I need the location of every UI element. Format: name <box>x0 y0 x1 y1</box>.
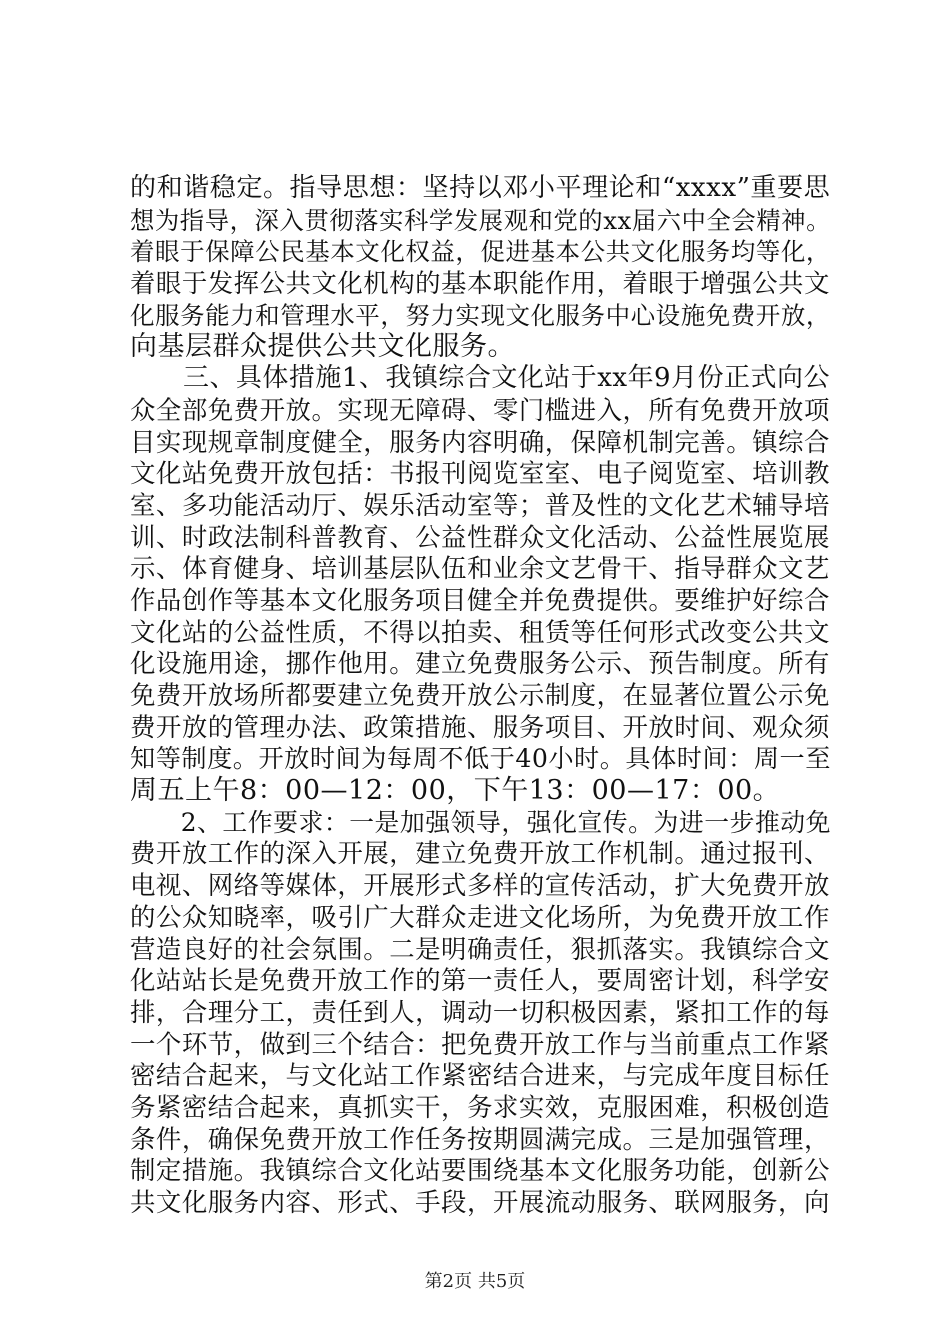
text-line: 营造良好的社会氛围。二是明确责任，狠抓落实。我镇综合文 <box>130 933 830 964</box>
text-line: 训、时政法制科普教育、公益性群众文化活动、公益性展览展 <box>130 521 830 552</box>
text-line: 三、具体措施1、我镇综合文化站于xx年9月份正式向公 <box>130 363 830 394</box>
text-line: 作品创作等基本文化服务项目健全并免费提供。要维护好综合 <box>130 584 830 615</box>
text-line: 条件，确保免费开放工作任务按期圆满完成。三是加强管理， <box>130 1123 830 1154</box>
text-line: 务紧密结合起来，真抓实干，务求实效，克服困难，积极创造 <box>130 1091 830 1122</box>
text-line: 室、多功能活动厅、娱乐活动室等；普及性的文化艺术辅导培 <box>130 489 830 520</box>
body-text <box>130 173 830 1219</box>
text-line: 周五上午8：00—12：00，下午13：00—17：00。 <box>130 775 781 807</box>
text-line: 文化站免费开放包括：书报刊阅览室室、电子阅览室、培训教 <box>130 458 830 489</box>
text-line: 文化站的公益性质，不得以拍卖、租赁等任何形式改变公共文 <box>130 616 830 647</box>
text-line: 目实现规章制度健全，服务内容明确，保障机制完善。镇综合 <box>130 426 830 457</box>
text-line: 示、体育健身、培训基层队伍和业余文艺骨干、指导群众文艺 <box>130 553 830 584</box>
text-line: 费开放工作的深入开展，建立免费开放工作机制。通过报刊、 <box>130 838 830 869</box>
text-line: 的和谐稳定。指导思想：坚持以邓小平理论和“xxxx”重要思 <box>130 173 831 203</box>
text-line: 着眼于保障公民基本文化权益，促进基本公共文化服务均等化， <box>130 237 831 267</box>
text-line: 着眼于发挥公共文化机构的基本职能作用，着眼于增强公共文 <box>130 268 830 299</box>
text-line: 2、工作要求：一是加强领导，强化宣传。为进一步推动免 <box>130 807 832 837</box>
text-line: 制定措施。我镇综合文化站要围绕基本文化服务功能，创新公 <box>130 1155 830 1186</box>
page-footer: 第2页 共5页 <box>424 1271 526 1292</box>
text-line: 免费开放场所都要建立免费开放公示制度，在显著位置公示免 <box>130 680 830 710</box>
text-line: 费开放的管理办法、政策措施、服务项目、开放时间、观众须 <box>130 711 830 742</box>
text-line: 化站站长是免费开放工作的第一责任人，要周密计划，科学安 <box>130 965 830 996</box>
text-line: 密结合起来，与文化站工作紧密结合进来，与完成年度目标任 <box>130 1060 830 1091</box>
text-line: 向基层群众提供公共文化服务。 <box>130 331 515 363</box>
text-line: 一个环节，做到三个结合：把免费开放工作与当前重点工作紧 <box>130 1028 830 1059</box>
text-line: 化设施用途，挪作他用。建立免费服务公示、预告制度。所有 <box>130 648 830 679</box>
text-line: 排，合理分工，责任到人，调动一切积极因素，紧扣工作的每 <box>130 996 830 1027</box>
text-line: 想为指导，深入贯彻落实科学发展观和党的xx届六中全会精神。 <box>130 205 831 235</box>
text-line: 知等制度。开放时间为每周不低于40小时。具体时间：周一至 <box>130 744 831 774</box>
text-line: 电视、网络等媒体，开展形式多样的宣传活动，扩大免费开放 <box>130 870 830 901</box>
text-line: 的公众知晓率，吸引广大群众走进文化场所，为免费开放工作 <box>130 901 830 932</box>
text-line: 众全部免费开放。实现无障碍、零门槛进入，所有免费开放项 <box>130 394 830 425</box>
text-line: 共文化服务内容、形式、手段，开展流动服务、联网服务，向 <box>130 1187 830 1217</box>
text-line: 化服务能力和管理水平，努力实现文化服务中心设施免费开放， <box>130 300 831 330</box>
